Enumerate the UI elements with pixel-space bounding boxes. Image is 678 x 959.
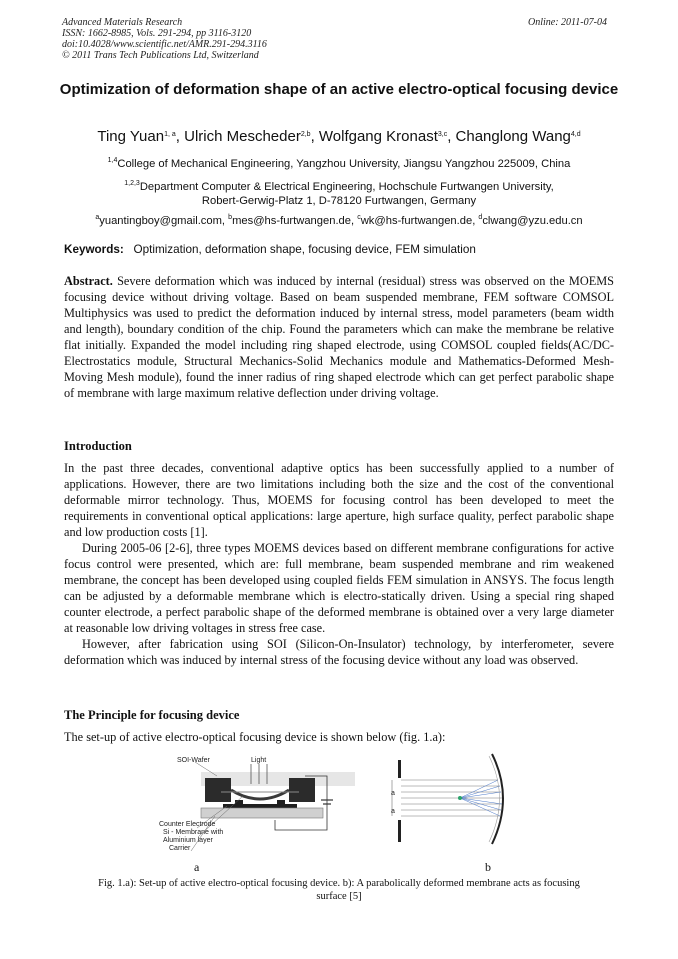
- email-1: yuantingboy@gmail.com,: [99, 215, 229, 227]
- keywords-text: Optimization, deformation shape, focusing device, FEM simulation: [133, 243, 476, 256]
- abstract-text: Severe deformation which was induced by internal (residual) stress was observed on the MOEMS focusing device without driving voltage. Based on beam suspended membrane, FEM software COMSOL Multiphysics was used to predict the deformation induced by internal stress, model parameters (beam width and length), boundary condition of the chip. Found the parameters which can make the membrane be relative flat initially. Expanded the model including ring shaped electrode, using COMSOL coupled fields(AC/DC-Electrostatics module, Structural Mechanics-Solid Mechanics module and Mathematics-Deformed Mesh-Moving Mesh module), found the inner radius of ring shaped electrode which can get perfect parabolic shape of membrane with large maximum relative deflection under driving voltage.: [64, 274, 614, 400]
- author-4: , Changlong Wang: [447, 128, 571, 145]
- label-carrier: Carrier: [169, 845, 191, 852]
- label-light: Light: [251, 757, 267, 764]
- principle-heading: The Principle for focusing device: [64, 708, 240, 722]
- abstract-label: Abstract.: [64, 274, 113, 288]
- deformed-membrane: [231, 790, 289, 799]
- issn-line: ISSN: 1662-8985, Vols. 291-294, pp 3116-3120: [62, 28, 252, 39]
- email-4: clwang@yzu.edu.cn: [482, 215, 583, 227]
- label-aluminium-layer: Aluminium layer: [163, 837, 213, 844]
- keywords: [64, 243, 624, 256]
- email-3: wk@hs-furtwangen.de,: [360, 215, 479, 227]
- keywords-label: Keywords:: [64, 243, 124, 256]
- aperture-bottom: [398, 820, 401, 842]
- wafer-left-block: [205, 778, 231, 802]
- journal-name: Advanced Materials Research: [62, 17, 183, 28]
- figure-1b-diagram: [380, 750, 518, 858]
- counter-electrode: [223, 804, 297, 808]
- copyright-line: © 2011 Trans Tech Publications Ltd, Switzerland: [62, 50, 259, 61]
- abstract: [64, 273, 614, 401]
- figure-label-a: a: [194, 860, 200, 874]
- label-soi-wafer: SOI-Wafer: [177, 757, 210, 764]
- intro-paragraph-1: In the past three decades, conventional adaptive optics has been successfully applied to a number of applications. However, there are two limitations including both the size and the cost of the conventional deformable mirror technology. Thus, MOEMS for focusing control has been developed to meet the requirements in conventional optical applications: large aperture, high surface quality, perfect parabolic shape and low production costs [1].: [64, 461, 614, 539]
- figure-1a-diagram: [155, 750, 355, 858]
- email-list: $^a$yuantingboy@gmail.com, $^b$mes@hs-furtwangen.de, $^c$wk@hs-furtwangen.de, $^d$clwang@yzu.edu.cn: [95, 214, 583, 227]
- author-list: Ting Yuan$^{1, a}$, Ulrich Mescheder$^{2,b}$, Wolfgang Kronast$^{3,c}$, Changlong Wang$^{4,d}$: [97, 128, 581, 145]
- label-counter-electrode: Counter Electrode: [159, 821, 216, 828]
- introduction-heading: Introduction: [64, 439, 132, 453]
- intro-paragraph-2: During 2005-06 [2-6], three types MOEMS devices based on different membrane configurations for active focus control were presented, which are: full membrane, beam suspended membrane and rim weakened membrane, the concept has been developed using coupled fields FEM simulation in ANSYS. The focus length can be adjusted by a deformable membrane which is electro-statically driven. Using a special ring shaped counter electrode, a perfect parabolic shape of the deformed membrane is obtained over a very large diameter at reasonable low driving voltages in stress free case.: [64, 541, 614, 635]
- affiliation-1: $^{1,4}$College of Mechanical Engineering, Yangzhou University, Jiangsu Yangzhou 225009, China: [107, 157, 571, 170]
- figure-label-b: b: [485, 860, 491, 874]
- principle-paragraph: The set-up of active electro-optical focusing device is shown below (fig. 1.a):: [64, 730, 446, 744]
- dimension-label-a-2: a: [391, 808, 395, 815]
- aperture-top: [398, 760, 401, 778]
- author-3: , Wolfgang Kronast: [310, 128, 438, 145]
- email-2: mes@hs-furtwangen.de,: [232, 215, 358, 227]
- label-si-membrane: Si - Membrane with: [163, 829, 224, 836]
- focal-point: [458, 796, 462, 800]
- author-2: , Ulrich Mescheder: [175, 128, 301, 145]
- introduction-body: [64, 460, 614, 668]
- paper-title: Optimization of deformation shape of an active electro-optical focusing device: [59, 81, 619, 98]
- author-1: Ting Yuan: [97, 128, 165, 145]
- wafer-right-block: [289, 778, 315, 802]
- affiliation-2: $^{1,2,3}$Department Computer & Electrical Engineering, Hochschule Furtwangen University, Robert-Gerwig-Platz 1, D-78120 Furtwangen, Germany: [124, 180, 554, 207]
- carrier: [201, 808, 323, 818]
- online-date: Online: 2011-07-04: [528, 17, 607, 28]
- doi-line: doi:10.4028/www.scientific.net/AMR.291-294.3116: [62, 39, 267, 50]
- intro-paragraph-3: However, after fabrication using SOI (Silicon-On-Insulator) technology, by interferometer, severe deformation which was induced by internal stress of the focusing device without any load was observed.: [64, 637, 614, 667]
- figure-caption: Fig. 1.a): Set-up of active electro-optical focusing device. b): A parabolically deformed membrane acts as focusing surface [5]: [98, 878, 580, 902]
- dimension-label-a-1: a: [391, 790, 395, 797]
